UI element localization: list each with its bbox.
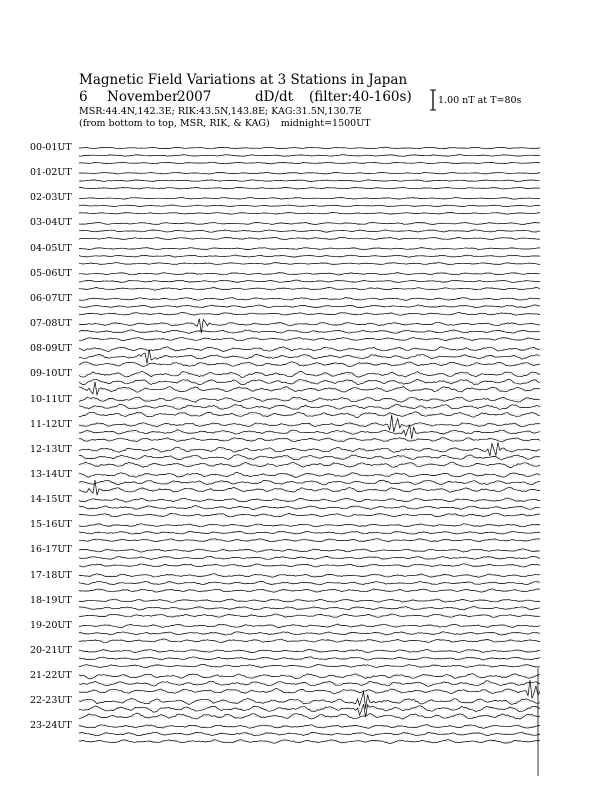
row-label: 00-01UT — [30, 142, 72, 153]
row-label: 23-24UT — [30, 720, 72, 732]
date-month: November — [107, 89, 179, 105]
chart-title: Magnetic Field Variations at 3 Stations in Japan — [79, 72, 408, 88]
row-label: 04-05UT — [30, 242, 72, 254]
row-label: 01-02UT — [30, 167, 72, 179]
row-label: 12-13UT — [30, 443, 72, 455]
trace-rik-08-09UT — [79, 350, 540, 364]
trace-kag-10-11UT — [79, 397, 540, 402]
row-label: 16-17UT — [30, 544, 72, 556]
trace-msr-22-23UT — [79, 713, 540, 719]
trace-rik-10-11UT — [79, 404, 540, 409]
trace-rik-00-01UT — [79, 155, 540, 157]
trace-msr-21-22UT — [79, 680, 540, 698]
row-label: 20-21UT — [30, 645, 72, 656]
row-label: 11-12UT — [30, 418, 72, 430]
row-label: 09-10UT — [30, 368, 72, 380]
station-coordinates: MSR:44.4N,142.3E; RIK:43.5N,143.8E; KAG:31.5N,130.7E — [79, 106, 362, 117]
trace-rik-06-07UT — [79, 305, 540, 308]
row-label: 22-23UT — [30, 695, 72, 707]
trace-kag-05-06UT — [79, 273, 540, 275]
trace-kag-15-16UT — [79, 524, 540, 527]
order-note: (from bottom to top, MSR, RIK, & KAG) — [79, 118, 270, 129]
row-label: 17-18UT — [30, 569, 72, 581]
row-label: 05-06UT — [30, 267, 72, 279]
row-label: 18-19UT — [30, 594, 72, 606]
trace-rik-22-23UT — [79, 704, 540, 717]
row-label: 03-04UT — [30, 217, 72, 229]
trace-kag-22-23UT — [79, 692, 540, 709]
date-year: 2007 — [177, 89, 212, 105]
trace-msr-02-03UT — [79, 212, 540, 214]
trace-kag-00-01UT — [79, 147, 540, 149]
trace-rik-11-12UT — [79, 425, 540, 439]
row-label: 06-07UT — [30, 292, 72, 304]
trace-msr-00-01UT — [79, 162, 540, 164]
trace-kag-11-12UT — [79, 415, 540, 432]
row-label: 21-22UT — [30, 670, 72, 682]
trace-msr-09-10UT — [79, 382, 540, 395]
quantity-label: dD/dt — [255, 89, 294, 105]
row-label: 02-03UT — [30, 192, 72, 204]
row-label: 10-11UT — [30, 393, 72, 405]
row-label: 08-09UT — [30, 343, 72, 355]
row-label: 15-16UT — [30, 519, 72, 531]
row-label: 14-15UT — [30, 494, 72, 506]
trace-rik-02-03UT — [79, 205, 540, 207]
row-label: 07-08UT — [30, 318, 72, 330]
filter-label: (filter:40-160s) — [309, 89, 412, 105]
trace-msr-10-11UT — [79, 412, 540, 418]
trace-kag-07-08UT — [79, 319, 540, 333]
scale-label: 1.00 nT at T=80s — [438, 95, 522, 106]
midnight-note: midnight=1500UT — [280, 118, 371, 129]
trace-msr-03-04UT — [79, 237, 540, 239]
date-day: 6 — [79, 89, 88, 105]
trace-msr-05-06UT — [79, 288, 540, 291]
row-label: 13-14UT — [30, 468, 72, 480]
trace-kag-03-04UT — [79, 222, 540, 224]
trace-msr-16-17UT — [79, 564, 540, 567]
row-label: 19-20UT — [30, 619, 72, 631]
trace-kag-12-13UT — [79, 442, 540, 456]
